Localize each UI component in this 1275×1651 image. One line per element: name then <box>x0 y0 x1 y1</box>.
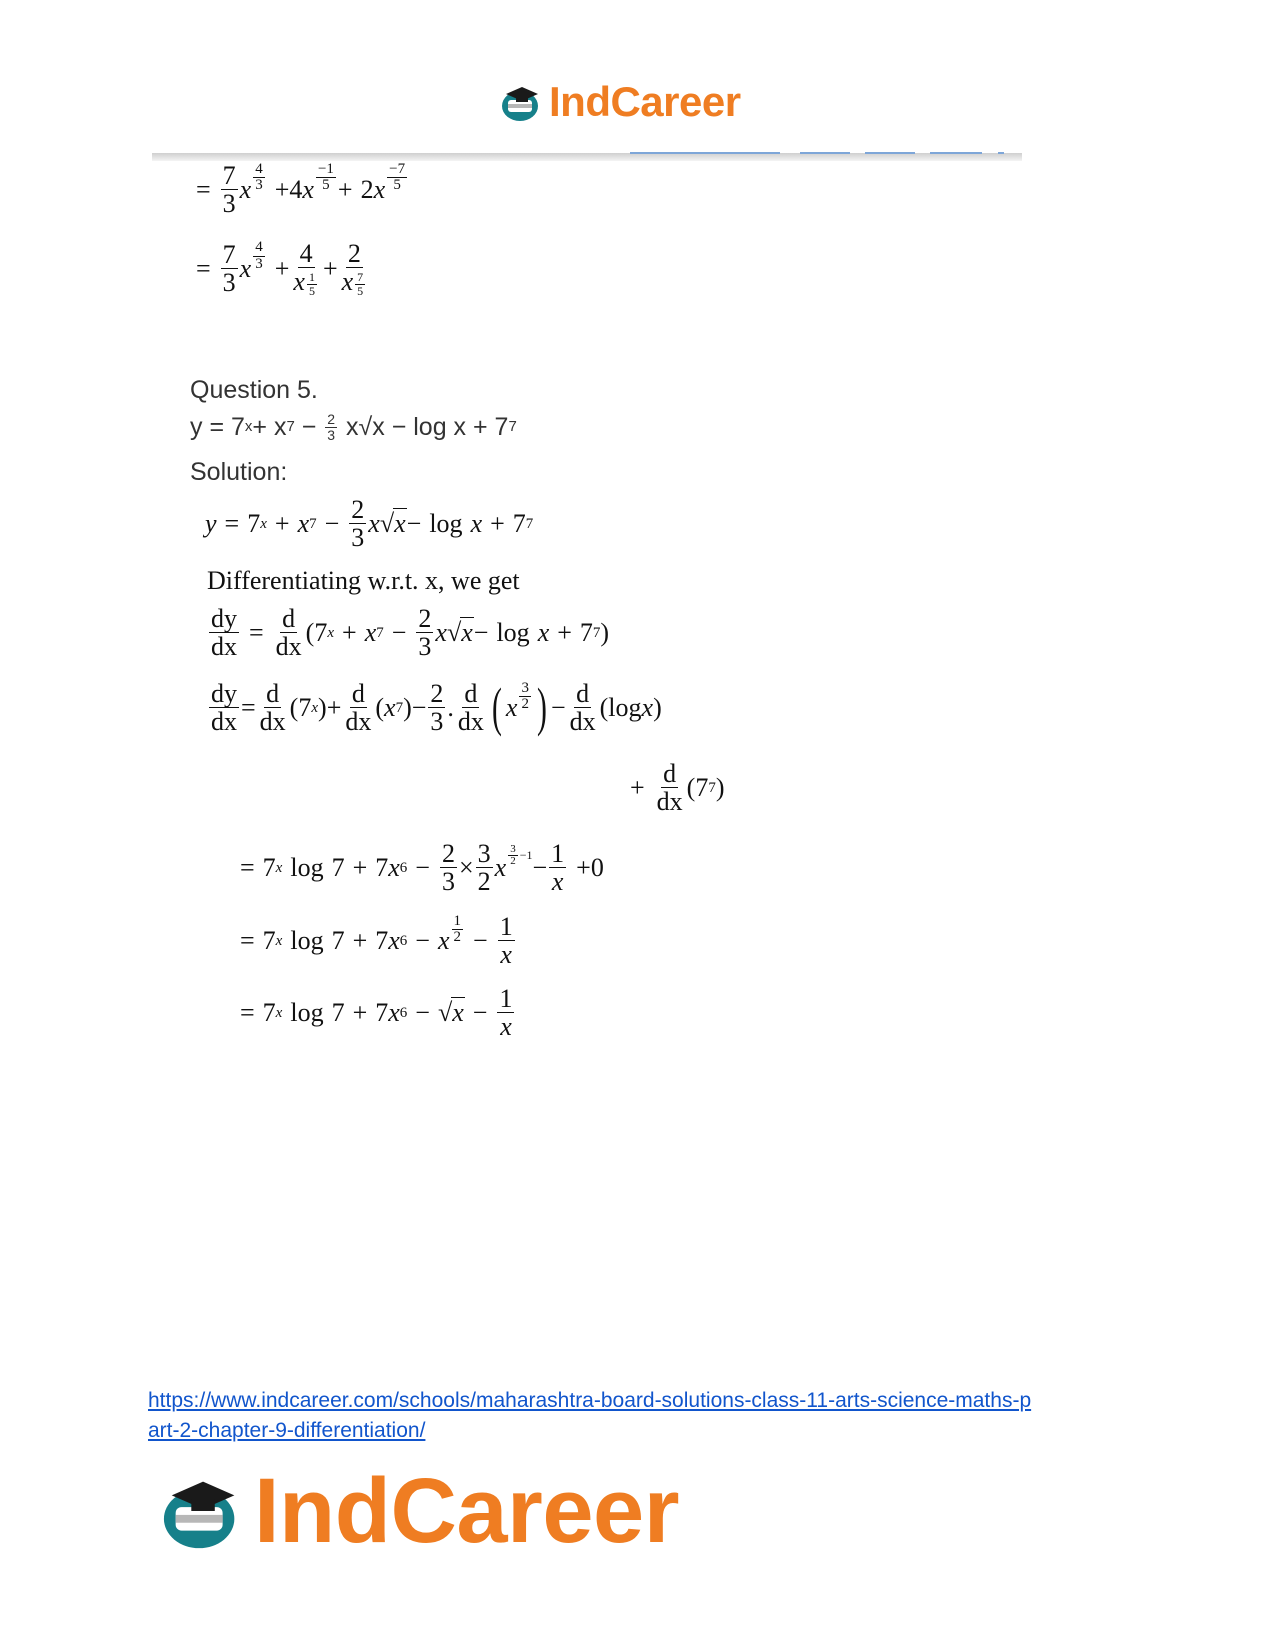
solution-label: Solution: <box>190 458 288 486</box>
differentiating-statement: Differentiating w.r.t. x, we get <box>207 566 520 595</box>
source-url-link[interactable]: https://www.indcareer.com/schools/maharashtra-board-solutions-class-11-arts-science-maths-p art-2-chapter-9-differentiation/ <box>148 1389 1032 1442</box>
derivative-line-1: $\frac{dy}{dx}$ = $\frac{d}{dx}$ ( 7 x + x 7 − $\frac{2}{3}$ x √ x − log x + 7 7 ) <box>211 604 610 662</box>
graduation-book-icon <box>500 82 546 122</box>
solution-given-function: y = 7 x + x 7 − $\frac{2}{3}$ x √ x − log x + 7 7 <box>205 495 534 553</box>
footer-logo <box>160 1460 679 1562</box>
brand-wordmark: IndCareer <box>549 78 741 125</box>
derivative-line-3: = 7 x log 7 + 7 x 6 − $\frac{2}{3}$ × $\frac{3}{2}$ x $\frac{3}{2}$ − 1 − $\frac{1}{x}$ + 0 <box>240 839 604 897</box>
derivative-line-4: = 7 x log 7 + 7 x 6 − x $\frac{1}{2}$ − $\frac{1}{x}$ <box>240 912 513 970</box>
graduation-book-icon <box>160 1470 250 1552</box>
top-expression-line-1: = $\frac{7}{3}$ x $\frac{4}{3}$ + 4 x $\frac{-1}{5}$ + 2 x $\frac{-7}{5}$ <box>196 160 406 219</box>
header-logo <box>500 78 741 126</box>
brand-wordmark: IndCareer <box>254 1460 679 1562</box>
top-expression-line-2: = $\frac{7}{3}$ x $\frac{4}{3}$ + 4 x $\frac{1}{5}$ + 2 x $\frac{7}{5}$ <box>196 239 364 298</box>
derivative-line-5: = 7 x log 7 + 7 x 6 − √ x − $\frac{1}{x}$ <box>240 984 513 1042</box>
question-label: Question 5. <box>190 376 318 404</box>
image-tab-strip <box>630 152 1020 155</box>
derivative-line-2-continued: + $\frac{d}{dx}$ ( 7 7 ) <box>630 759 725 817</box>
derivative-line-2: $\frac{dy}{dx}$ = $\frac{d}{dx}$ ( 7 x ) + $\frac{d}{dx}$ ( x 7 ) − $\frac{2}{3}$ . $\frac{d}{dx}$ ( x $\frac{3}{2}$ ) − $\frac{d}{dx}$ ( log x ) <box>211 677 662 738</box>
question-statement: y = 7 x + x 7 − $\frac{2}{3}$ x√x − log x + 7 7 <box>190 411 517 443</box>
